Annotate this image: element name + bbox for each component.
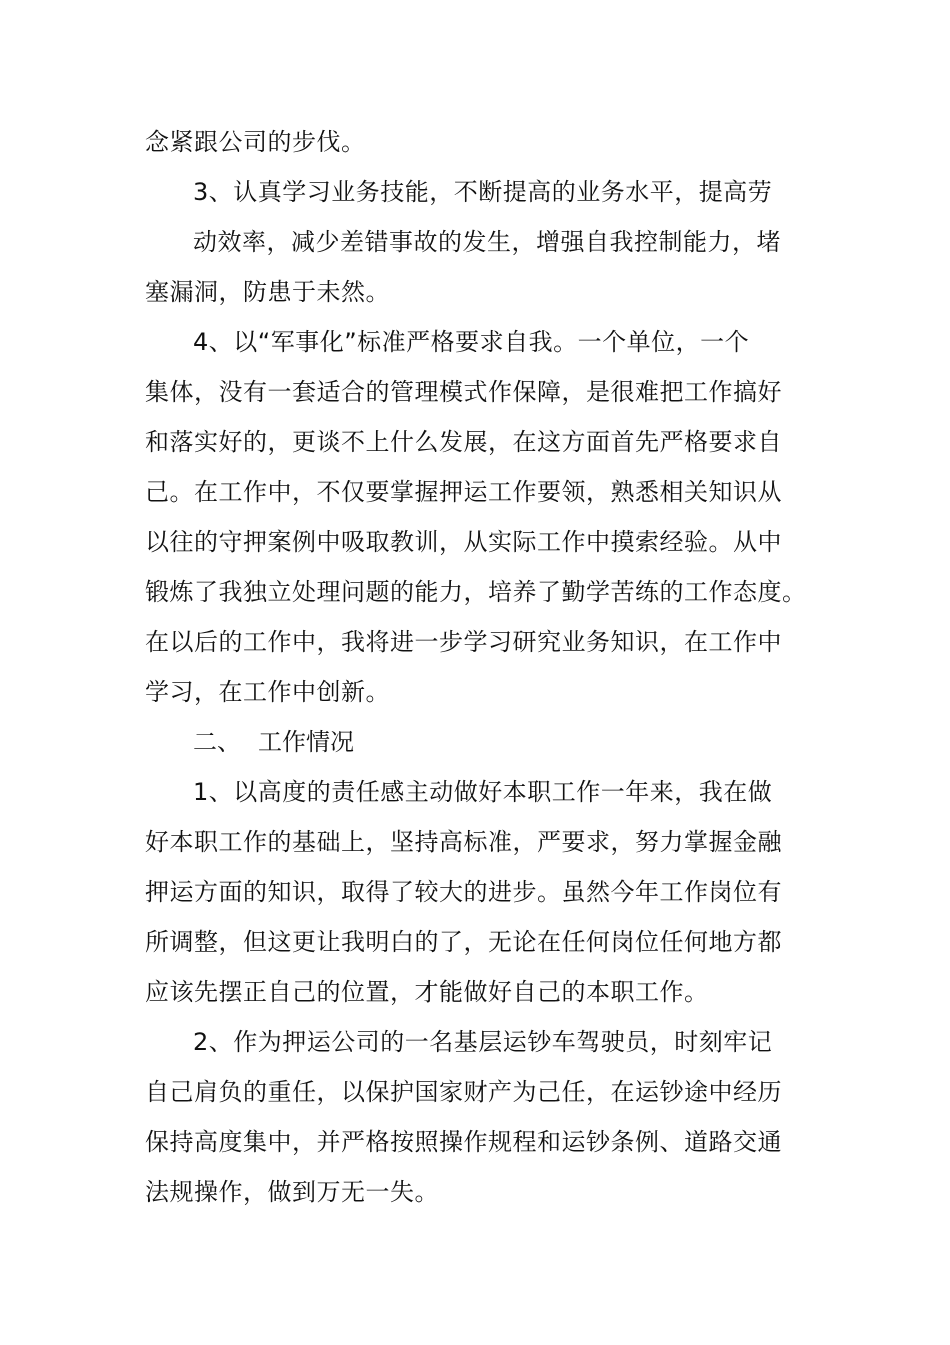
paragraph-line: 保持高度集中，并严格按照操作规程和运钞条例、道路交通 [145,1128,782,1156]
paragraph-line: 自己肩负的重任，以保护国家财产为己任，在运钞途中经历 [145,1078,782,1106]
paragraph-line: 法规操作，做到万无一失。 [145,1178,439,1206]
paragraph-line: 集体，没有一套适合的管理模式作保障，是很难把工作搞好 [145,378,782,406]
paragraph-line: 以往的守押案例中吸取教训，从实际工作中摸索经验。从中 [145,528,782,556]
paragraph-line: 4、以“军事化”标准严格要求自我。一个单位，一个 [193,328,750,356]
section-heading-number: 二、 [193,728,241,756]
paragraph-line: 念紧跟公司的步伐。 [145,128,366,156]
paragraph-line: 所调整，但这更让我明白的了，无论在任何岗位任何地方都 [145,928,782,956]
paragraph-line: 1、以高度的责任感主动做好本职工作一年来，我在做 [193,778,773,806]
paragraph-line: 2、作为押运公司的一名基层运钞车驾驶员，时刻牢记 [193,1028,773,1056]
paragraph-line: 学习，在工作中创新。 [145,678,390,706]
paragraph-line: 和落实好的，更谈不上什么发展，在这方面首先严格要求自 [145,428,782,456]
paragraph-line: 己。在工作中，不仅要掌握押运工作要领，熟悉相关知识从 [145,478,782,506]
paragraph-line: 在以后的工作中，我将进一步学习研究业务知识，在工作中 [145,628,782,656]
paragraph-line: 锻炼了我独立处理问题的能力，培养了勤学苦练的工作态度。 [145,578,807,606]
paragraph-line: 塞漏洞，防患于未然。 [145,278,390,306]
paragraph-line: 押运方面的知识，取得了较大的进步。虽然今年工作岗位有 [145,878,782,906]
section-heading-title: 工作情况 [258,728,354,756]
paragraph-line: 应该先摆正自己的位置，才能做好自己的本职工作。 [145,978,709,1006]
paragraph-line: 3、认真学习业务技能，不断提高的业务水平，提高劳 [193,178,773,206]
paragraph-line: 好本职工作的基础上，坚持高标准，严要求，努力掌握金融 [145,828,782,856]
paragraph-line: 动效率，减少差错事故的发生，增强自我控制能力，堵 [193,228,781,256]
